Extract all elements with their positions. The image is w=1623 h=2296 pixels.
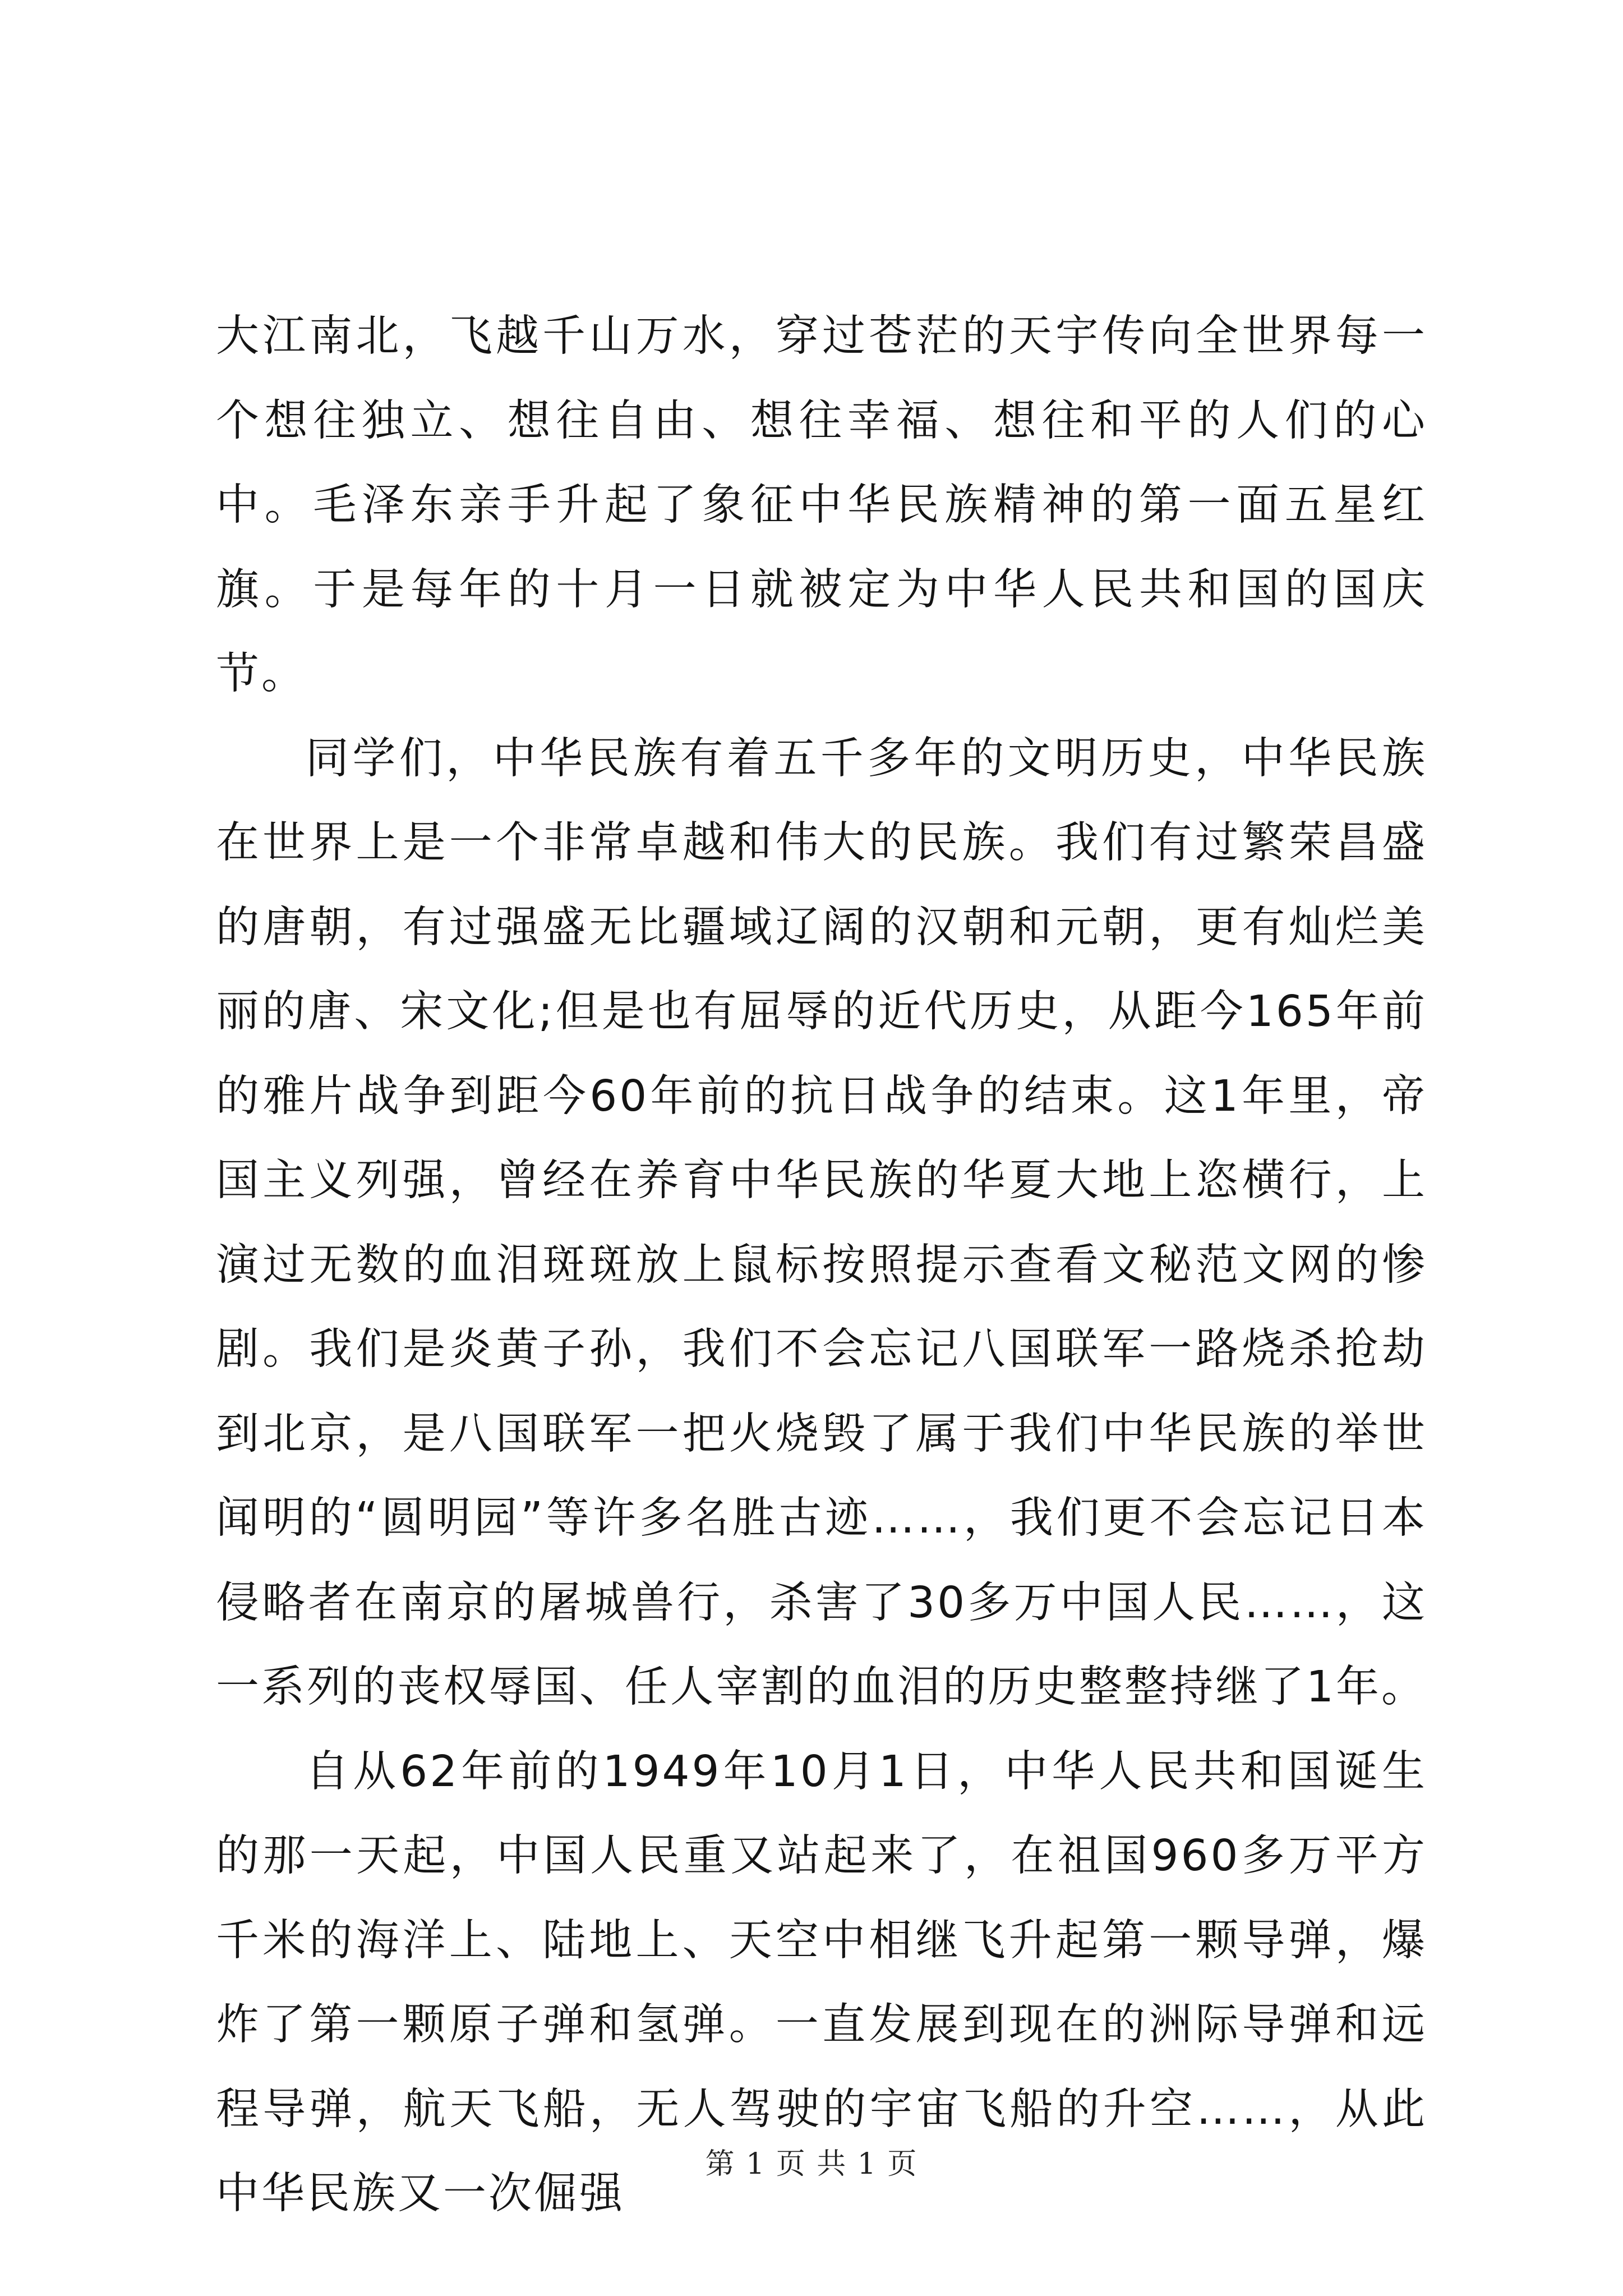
document-body [216, 295, 1427, 2237]
paragraph-1: 大江南北，飞越千山万水，穿过苍茫的天宇传向全世界每一个想往独立、想往自由、想往幸福、想往和平的人们的心中。毛泽东亲手升起了象征中华民族精神的第一面五星红旗。于是每年的十月一日就被定为中华人民共和国的国庆节。 [216, 311, 1427, 699]
page-footer [0, 2140, 1623, 2182]
page-number-label: 第 1 页 共 1 页 [705, 2147, 918, 2181]
paragraph-3: 自从62年前的1949年10月1日，中华人民共和国诞生的那一天起，中国人民重又站起来了，在祖国960多万平方千米的海洋上、陆地上、天空中相继飞升起第一颗导弹，爆炸了第一颗原子弹和氢弹。一直发展到现在的洲际导弹和远程导弹，航天飞船，无人驾驶的宇宙飞船的升空……，从此中华民族又一次倔强 [216, 1746, 1427, 2219]
paragraph-2: 同学们，中华民族有着五千多年的文明历史，中华民族在世界上是一个非常卓越和伟大的民族。我们有过繁荣昌盛的唐朝，有过强盛无比疆域辽阔的汉朝和元朝，更有灿烂美丽的唐、宋文化;但是也有屈辱的近代历史，从距今165年前的雅片战争到距今60年前的抗日战争的结束。这1年里，帝国主义列强，曾经在养育中华民族的华夏大地上恣横行，上演过无数的血泪斑斑放上鼠标按照提示查看文秘范文网的惨剧。我们是炎黄子孙，我们不会忘记八国联军一路烧杀抢劫到北京，是八国联军一把火烧毁了属于我们中华民族的举世闻明的“圆明园”等许多名胜古迹……，我们更不会忘记日本侵略者在南京的屠城兽行，杀害了30多万中国人民……，这一系列的丧权辱国、任人宰割的血泪的历史整整持继了1年。 [216, 733, 1427, 1712]
